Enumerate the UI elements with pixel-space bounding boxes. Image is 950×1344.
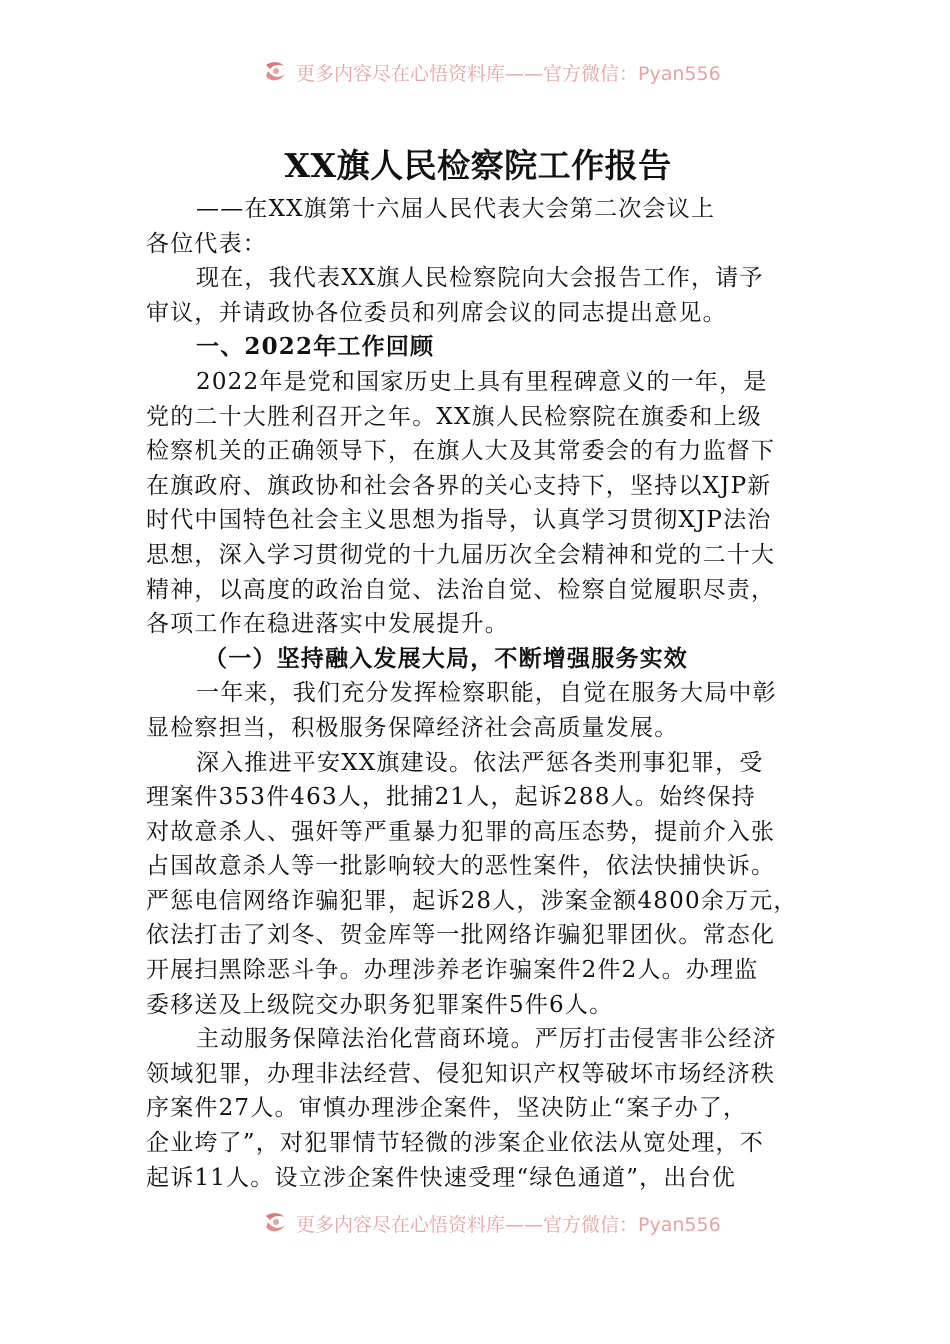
text-line: 占国故意杀人等一批影响较大的恶性案件，依法快捕快诉。: [146, 853, 776, 880]
text-line: 起诉11人。设立涉企案件快速受理“绿色通道”，出台优: [146, 1164, 736, 1191]
text-line: 一、2022年工作回顾: [196, 333, 435, 361]
brand-logo-icon: [262, 59, 288, 85]
text-line: 思想，深入学习贯彻党的十九届历次全会精神和党的二十大: [146, 541, 776, 568]
document-title: XX旗人民检察院工作报告: [284, 146, 672, 185]
watermark-header: [262, 57, 732, 87]
text-line: 序案件27人。审慎办理涉企案件，坚决防止“案子办了，: [146, 1095, 748, 1122]
text-line: （一）坚持融入发展大局，不断增强服务实效: [204, 644, 688, 672]
text-line: 审议，并请政协各位委员和列席会议的同志提出意见。: [146, 299, 727, 326]
text-line: 深入推进平安XX旗建设。依法严惩各类刑事犯罪，受: [196, 749, 764, 776]
text-line: 严惩电信网络诈骗犯罪，起诉28人，涉案金额4800余万元，: [146, 887, 798, 914]
text-line: 显检察担当，积极服务保障经济社会高质量发展。: [146, 714, 679, 741]
text-line: 对故意杀人、强奸等严重暴力犯罪的高压态势，提前介入张: [146, 818, 776, 845]
text-line: 在旗政府、旗政协和社会各界的关心支持下，坚持以XJP新: [146, 472, 772, 499]
text-line: 检察机关的正确领导下，在旗人大及其常委会的有力监督下: [146, 438, 776, 465]
text-line: 各项工作在稳进落实中发展提升。: [146, 611, 509, 638]
text-line: 精神，以高度的政治自觉、法治自觉、检察自觉履职尽责，: [146, 576, 776, 603]
document-text: [146, 192, 810, 1195]
text-line: 主动服务保障法治化营商环境。严厉打击侵害非公经济: [196, 1026, 777, 1053]
text-line: 理案件353件463人，批捕21人，起诉288人。始终保持: [146, 784, 756, 811]
text-line: 时代中国特色社会主义思想为指导，认真学习贯彻XJP法治: [146, 507, 772, 534]
watermark-text: 更多内容尽在心悟资料库——官方微信：Pyan556: [296, 1213, 721, 1236]
watermark-text: 更多内容尽在心悟资料库——官方微信：Pyan556: [296, 62, 721, 85]
text-line: 党的二十大胜利召开之年。XX旗人民检察院在旗委和上级: [146, 403, 762, 430]
text-line: 2022年是党和国家历史上具有里程碑意义的一年，是: [196, 368, 768, 395]
text-line: 各位代表：: [146, 230, 267, 257]
text-line: 依法打击了刘冬、贺金库等一批网络诈骗犯罪团伙。常态化: [146, 922, 776, 949]
text-line: 企业垮了”，对犯罪情节轻微的涉案企业依法从宽处理，不: [146, 1130, 764, 1157]
text-line: 委移送及上级院交办职务犯罪案件5件6人。: [146, 991, 614, 1018]
text-line: 现在，我代表XX旗人民检察院向大会报告工作，请予: [196, 265, 764, 292]
report-body: [146, 140, 810, 1195]
text-line: 领域犯罪，办理非法经营、侵犯知识产权等破坏市场经济秩: [146, 1060, 776, 1087]
watermark-footer: [262, 1208, 732, 1238]
text-line: 一年来，我们充分发挥检察职能，自觉在服务大局中彰: [196, 680, 777, 707]
text-line: 开展扫黑除恶斗争。办理涉养老诈骗案件2件2人。办理监: [146, 957, 759, 984]
brand-logo-icon: [262, 1210, 288, 1236]
text-line: ——在XX旗第十六届人民代表大会第二次会议上: [196, 196, 716, 222]
